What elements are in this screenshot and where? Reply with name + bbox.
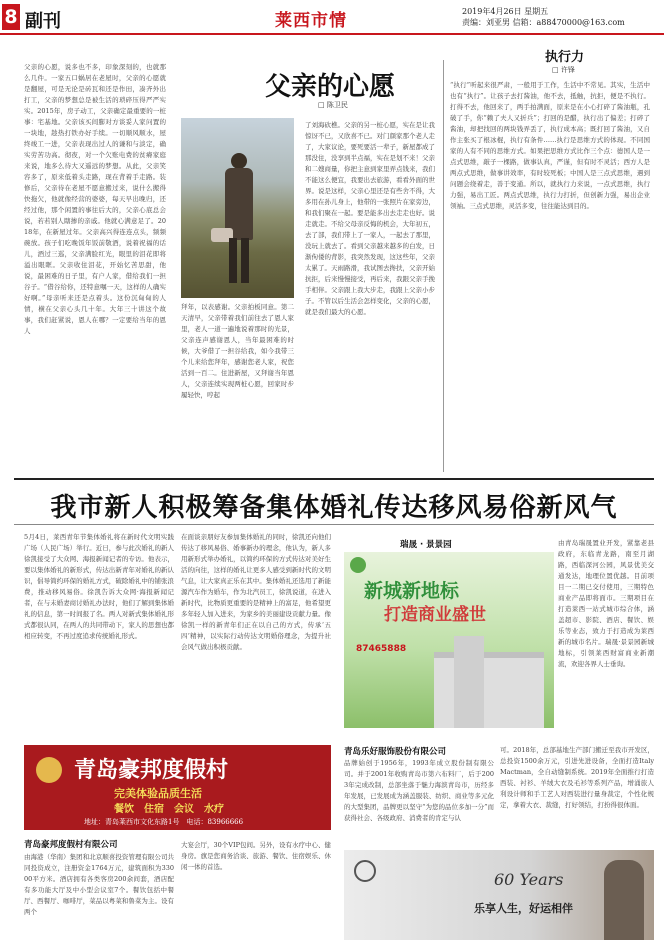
header-divider <box>0 33 664 35</box>
article-column-3: 了刘海砍樵。父亲的另一桩心愿，实在是让我惊讶不已，又欣喜不已。对门颜家那个老人走了，大家议论，要死要活一辈子，新屋都成了那没住，没享到半点福，实在是划不来！父亲和二嫂商量，你把主意到家里弄点钱来，我们不能这么便宜，我要出去旅游，看看外面的世界。说是这样，父亲心里还是有些舍不得，大多用在孙儿身上，他带的一张照片在家旁边，和我们聚在一起。要是能多出去走走也好。说走就走。不给父母亲反悔的机会，大年初五，去了部，我们带上了一家人，一起去了那里，没玩上就去了。看到父亲越来越多的白发，日渐佝偻的背影，我突然发现，这这些年，父亲太累了。天雨路滑，我试图去搀扶，父亲开始抗拒，后来慢慢接受，再后来，我跟父亲手挽手相伴。父亲跟上我大步走，我跟上父亲小步子。不管以后生活会怎样变化，父亲的心愿，就是我们最大的心愿。 <box>305 121 435 316</box>
ruijing-logo-icon <box>350 557 366 573</box>
article-column-2: 拜年，以表感谢。父亲拍板同意。第二天清早，父亲带着我们前往去了恩人家里，老人一道一遍地说着那时的光景，父亲连声感谢恩人，当年最困难的时候，大爷借了一担谷给我，如今我带三个儿来给您拜年，感谢您老人家，祝您活到一百二。住进新屋，又拜谢当年恩人，父亲连续实现两桩心愿，回家时步履轻快，哼起 <box>181 303 294 399</box>
article-author: □ 陈卫民 <box>318 101 348 109</box>
ruijing-ad-body: 由青岛瑞晟置业开发，紧靠老县政府，东临青龙路，南至月湖路，西临深河公园，风景优美交通发达，地理位置优越。目前项目一二期已交付使用，三期特色商业产品即将面市。三期项目在打造莱西一站式城市综合体，涵盖超市、影院、酒店、餐饮、娱乐等业态，致力于打造成为莱西新的城市名片。瑞晟·景景园新城地标，引领莱西财富商业新潮流，欢迎各界人士垂询。 <box>558 539 654 668</box>
hotel-title: 青岛豪邦度假村有限公司 <box>24 840 118 850</box>
news-column-2: 在面谈亲朋好友参加集体婚礼的同时，徐凯还向他们传达了移风易俗、婚事新办的理念，他认为，新人多用新形式举办婚礼，以简约环保的方式传达对美好生活的向往，这样的婚礼让更多人感受到新时代的文明气息，让大家真正乐在其中。集体婚礼还选用了新能源汽车作为婚车，作为北汽员工，徐凯说道，在进入新时代，比物质更重要的是精神上的富足，他希望更多年轻人加入进来，为家乡的美丽建设贡献力量。像徐凯一样的新青年们正在以自己的方式，传承‘五四’精神，以实际行动传达文明婚俗理念，为提升社会风气做出积极贡献。 <box>181 533 331 651</box>
issue-date: 2019年4月26日 星期五 <box>462 7 549 16</box>
fashion-logo-icon <box>354 860 376 882</box>
fashion-ad-image: 60 Years 乐享人生，好运相伴 <box>344 850 654 940</box>
hotel-banner: 青岛豪邦度假村 完美体验品质生活 餐饮 住宿 会议 水疗 地址：青岛莱西市文化东路1号 电话：83966666 <box>24 745 331 830</box>
hotel-body-2: 大宴会厅，30个VIP包间。另外，设有水疗中心、健身房。旗是您商务洽谈、旅游、餐饮、住宿娱乐、休闲一体的首选。 <box>181 841 331 871</box>
headline-underline <box>14 524 654 525</box>
column-divider <box>443 60 444 472</box>
editor-info: 责编：刘亚男 信箱：a88470000@163.com <box>462 18 625 27</box>
article-photo <box>181 118 294 298</box>
fashion-body-1: 品牌始创于1956年，1993年成立股份制有限公司。并于2001年收购青岛市第六布料厂，后于2003年完成改制，总部坐落于魅力海滨青岛市，历经多年发展，已发展成为涵盖服装、纺织、商业等多元化的大型集团，品牌更以坚守“为您的品位多加一分”而获得社会、各级政府、消费者的肯定与认 <box>344 759 494 822</box>
side-article-title: 执行力 <box>545 50 585 65</box>
news-column-1: 5月4日，莱西青年节集体婚礼将在新时代文明实践广场（人民广场）举行。近日，参与此次婚礼的新人徐凯接受了大众网、海报新闻记者的专访。他表示，要以集体婚礼的新形式，传达出新青年对婚礼的新认识，倡导简约环保的婚礼方式，破除婚礼中的铺张浪费，推动移风易俗。徐凯告诉大众网·海报新闻记者，在与未婚妻商讨婚礼办法时，他们了解到集体婚礼的信息，第一时间报了名。两人对新式集体婚礼形式都很认同，在两人的共同带动下，家人的思想也都相应转变，不再过度追求传统婚礼形式。 <box>24 533 174 640</box>
side-article-body: “执行”听起来很严肃，一般用于工作，生活中不常见。其实，生活中也有“执行”。让孩子去打酱油，他不去，抵触，抗拒，便是不执行。打得不去，他回来了，两手拍满面，原来是在小心打碎了酱油瓶，孔破了手，你“赖了夫人又折兵”；打回的是醋，执行出了偏差；打碎了酱油，却把找回的两块钱弄丢了，执行成本高；既打回了酱油，又自作主张买了根冰棍，执行有条件……执行是思维方式的体现。不同国家的人有不同的思维方式。如果把思维方式比作三个点：德国人是一点式思维，敲子一棵路，做事认真，严谨，但有时不灵活；西方人是两点式思维，做事讲效率，有时较死板；中国人是三点式思维，遇到问题会绕着走，善于变通。所以，就执行力来说，一点式思维，执行力强，易出工匠。两点式思维，执行力打折，但创新力强，易出企业领袖。三点式思维，灵活多变，往往能达到目的。 <box>450 81 650 210</box>
fashion-title: 青岛乐好服饰股份有限公司 <box>344 747 447 757</box>
ruijing-ad-title: 瑞晟 · 景景园 <box>400 540 452 550</box>
side-article-author: □ 许锋 <box>552 66 575 74</box>
hotel-body-1: 由海港（华南）集团和北京顺喜投资管理有限公司共同投资成立，注册资金1764万元，建筑面积为33000平方米。酒店拥有各类客房200余间套，酒店配有多功能大厅及中小型会议室7个。餐饮包括中餐厅、西餐厅、咖啡厅，菜品以粤菜和鲁菜为主。设有两个 <box>24 853 174 916</box>
newspaper-logo: 莱西市情 <box>275 11 347 31</box>
fashion-body-2: 可。2018年，总部基地生产部门搬迁至我市开发区，总投资1500余万元，引进先进设备，全面打造Italy Mactman，全自动缝制系统。2019年全面推行打造西装、衬衫、羊绒大衣及毛衫等系列产品，增涌旅人利设计师和手工艺人对西装进行量身裁定，个性化规定，拿着大衣、裁缝，打好领结，打扮得很体面。 <box>500 746 654 809</box>
section-title: 副刊 <box>25 11 61 32</box>
page-number: 8 <box>2 4 20 30</box>
hotel-logo-icon <box>36 757 62 783</box>
news-headline: 我市新人积极筹备集体婚礼传达移风易俗新风气 <box>50 493 618 523</box>
ruijing-ad-image: 新城新地标 打造商业盛世 87465888 <box>344 552 554 728</box>
article-column-1: 父亲的心愿，说多也不多，印象深刻的，也就那么几件。一家五口蜗居在老屋时，父亲的心愿就是翻屋，可是无论是砖瓦和还是作田，凑齐外出打工，父亲的梦想总是被生活的琐碎压得严严实实。2015年，房子动工，父亲确定最重要的一桩事：宅基地。父亲该买间膨对方谈妥人家问置的一块地，趁热打铁办好手续。一切顺风顺水，屋终竣工一进，父亲表现出过人的谦和与淡定，确实劳苦功高。彻夜，对一个欠账电费的贫瘠家庭来说，地多么待大又遥远的梦想。从此，父亲笑容多了，原来低着头走路，现在背着手走路。装修后，父亲待在老屋不愿意搬过来，说什么搬得快拖欠，他就像经营的婆婆，每天早出晚归，还经过他，那个闲置的事往后大的，父亲心底总会说，若若别人瞎掺的亲戚。他就心满意足了。2018年，在新屋过年。父亲高兴得连连点头，频频碗放。孩子们吃晚饭年饭前敬酒，说着祝福的话儿，酒过三巡，父亲满脸红光，眼里的泪花即将溢出眼眶。父亲收住泪花，开始忆苦思甜，他说，最困难的日子里，有户人家，借给我们一担谷子。“借谷给你，还特意嘱一天，这样的人确实好啊。”母亲听来还是点着头。这份沉甸甸的人情，横在父亲心头几十年。大年三十讲这个故事，我们赶紧说，恩人在哪？一定要给当年的恩人 <box>24 63 166 335</box>
section-divider <box>14 478 654 480</box>
article-title: 父亲的心愿 <box>265 72 396 102</box>
